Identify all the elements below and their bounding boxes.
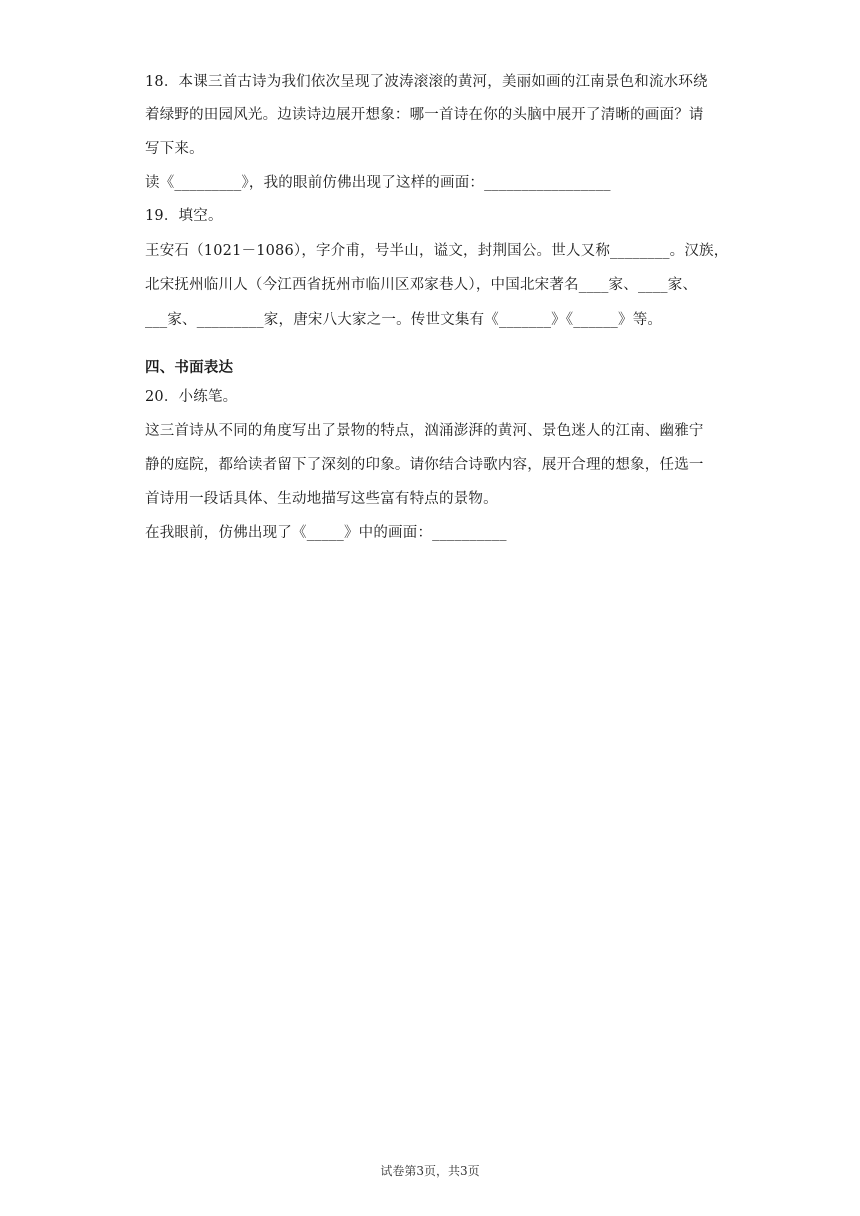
q18-line-1: 18．本课三首古诗为我们依次呈现了波涛滚滚的黄河，美丽如画的江南景色和流水环绕	[145, 74, 708, 90]
q19-line-3: ___家、_________家，唐宋八大家之一。传世文集有《_______》《______》等。	[145, 312, 663, 328]
q20-line-2: 静的庭院，都给读者留下了深刻的印象。请你结合诗歌内容，展开合理的想象，任选一	[145, 457, 704, 473]
q18-answer-line: 读《_________》，我的眼前仿佛出现了这样的画面：_________________	[145, 175, 611, 191]
q18-line-2: 着绿野的田园风光。边读诗边展开想象：哪一首诗在你的头脑中展开了清晰的画面？请	[145, 107, 704, 123]
q20-line-1: 这三首诗从不同的角度写出了景物的特点，汹涌澎湃的黄河、景色迷人的江南、幽雅宁	[145, 423, 704, 439]
q19-line-2: 北宋抚州临川人（今江西省抚州市临川区邓家巷人），中国北宋著名____家、____家、	[145, 277, 698, 293]
q19-title: 19．填空。	[145, 208, 223, 224]
q20-answer-line: 在我眼前，仿佛出现了《_____》中的画面：__________	[145, 525, 507, 541]
q20-title: 20．小练笔。	[145, 389, 238, 405]
page-footer: 试卷第3页，共3页	[380, 1164, 480, 1178]
q19-line-1: 王安石（1021－1086），字介甫，号半山，谥文，封荆国公。世人又称________。汉族，	[145, 243, 729, 259]
q20-line-3: 首诗用一段话具体、生动地描写这些富有特点的景物。	[145, 491, 498, 507]
q18-line-3: 写下来。	[145, 141, 204, 157]
section-heading-writing: 四、书面表达	[145, 359, 234, 376]
